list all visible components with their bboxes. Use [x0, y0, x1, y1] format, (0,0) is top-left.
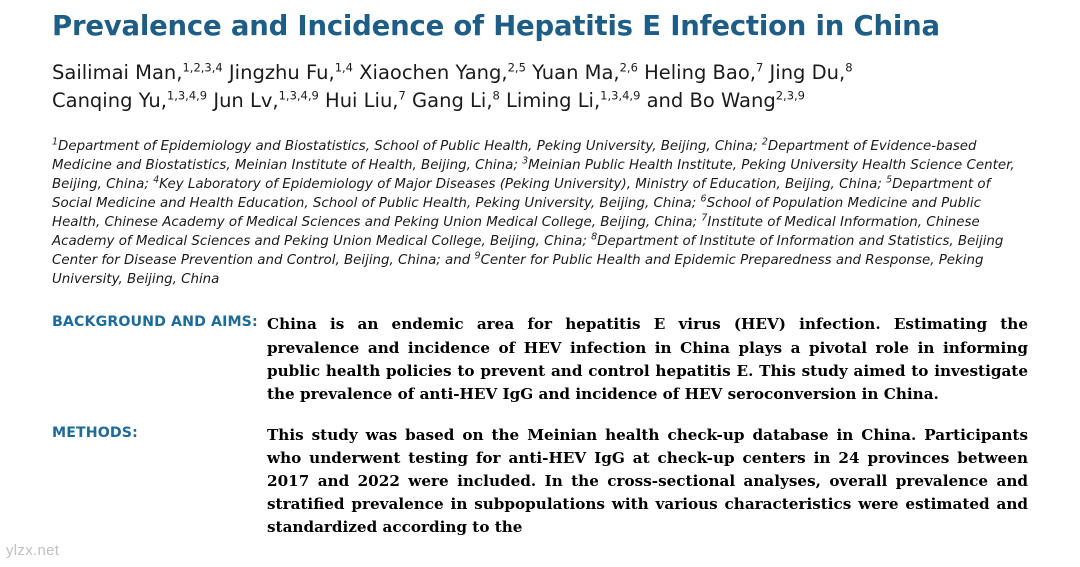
affiliations-block: $^1$Department of Epidemiology and Biostatistics, School of Public Health, Peking University, Beijing, China; $^2$Department of Evidence-based Medicine and Biostatistics, Meinian Institute of Health, Beijing, China; $^3$Meinian Public Health Institute, Peking University Health Science Center, Beijing, China; $^4$Key Laboratory of Epidemiology of Major Diseases (Peking University), Ministry of Education, Beijing, China; $^5$Department of Social Medicine and Health Education, School of Public Health, Peking University, Beijing, China; $^6$School of Population Medicine and Public Health, Chinese Academy of Medical Sciences and Peking Union Medical College, Beijing, China; $^7$Institute of Medical Information, Chinese Academy of Medical Sciences and Peking Union Medical College, Beijing, China; $^8$Department of Institute of Information and Statistics, Beijing Center for Disease Prevention and Control, Beijing, China; and $^9$Center for Public Health and Epidemic Preparedness and Response, Peking University, Beijing, China [52, 136, 1015, 288]
page-title: Prevalence and Incidence of Hepatitis E Infection in China [52, 10, 940, 42]
watermark-label: ylzx.net [6, 542, 60, 559]
author-list: Sailimai Man,$^{1,2,3,4}$ Jingzhu Fu,$^{1,4}$ Xiaochen Yang,$^{2,5}$ Yuan Ma,$^{2,6}$ Heling Bao,$^7$ Jing Du,$^8$ Canqing Yu,$^{1,3,4,9}$ Jun Lv,$^{1,3,4,9}$ Hui Liu,$^7$ Gang Li,$^8$ Liming Li,$^{1,3,4,9}$ and Bo Wang$^{2,3,9}$ [52, 60, 853, 112]
abstract-sections [52, 313, 1028, 539]
section-label-background-and-aims: BACKGROUND AND AIMS: [52, 314, 258, 331]
abstract-section [52, 313, 1028, 405]
section-label-methods: METHODS: [52, 424, 138, 441]
section-text-background-and-aims: China is an endemic area for hepatitis E virus (HEV) infection. Estimating the prevalence and incidence of HEV infection in China plays a pivotal role in informing public health policies to prevent and control hepatitis E. This study aimed to investigate the prevalence of anti-HEV IgG and incidence of HEV seroconversion in China. [267, 315, 1028, 403]
section-text-methods: This study was based on the Meinian health check-up database in China. Participants who underwent testing for anti-HEV IgG at check-up centers in 24 provinces between 2017 and 2022 were included. In the cross-sectional analyses, overall prevalence and stratified prevalence in subpopulations with various characteristics were estimated and standardized according to the [267, 425, 1028, 537]
abstract-section [52, 424, 1028, 539]
